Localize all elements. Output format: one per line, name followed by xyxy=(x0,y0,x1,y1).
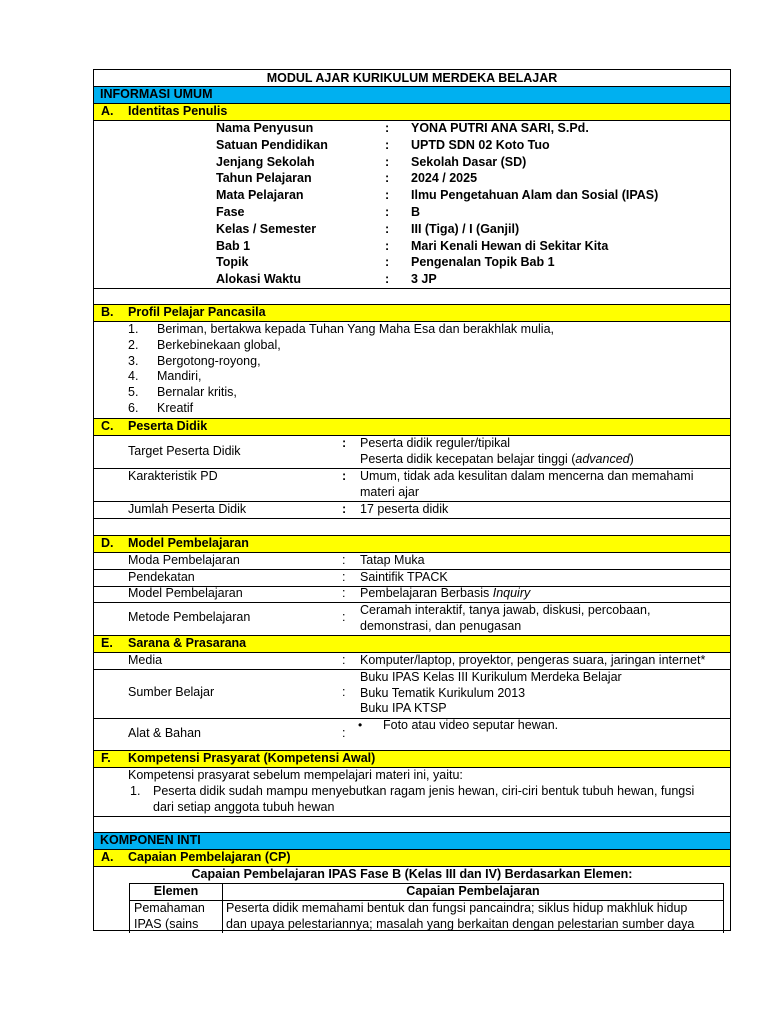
profil-number: 6. xyxy=(128,401,139,415)
colon: : xyxy=(342,436,347,450)
jumlah-label: Jumlah Peserta Didik xyxy=(128,502,247,516)
colon: : xyxy=(385,154,390,169)
colon: : xyxy=(385,238,390,253)
identitas-value: UPTD SDN 02 Koto Tuo xyxy=(411,137,550,152)
colon: : xyxy=(385,188,390,203)
section-title: Peserta Didik xyxy=(128,419,208,433)
elemen-line-2: IPAS (sains xyxy=(134,917,199,931)
module-title: MODUL AJAR KURIKULUM MERDEKA BELAJAR xyxy=(266,71,558,85)
identitas-value: YONA PUTRI ANA SARI, S.Pd. xyxy=(411,121,589,135)
sumber-value-1: Buku IPAS Kelas III Kurikulum Merdeka Belajar xyxy=(360,670,622,684)
sumber-value-2: Buku Tematik Kurikulum 2013 xyxy=(360,686,526,700)
colon: : xyxy=(385,272,390,287)
model-value: Saintifik TPACK xyxy=(360,569,448,584)
colon: : xyxy=(342,586,346,601)
colon: : xyxy=(342,569,346,584)
identitas-label: Nama Penyusun xyxy=(216,121,314,135)
colon: : xyxy=(385,121,390,135)
colon: : xyxy=(342,610,346,624)
profil-item: Berkebinekaan global, xyxy=(157,337,281,352)
identitas-label: Alokasi Waktu xyxy=(216,272,301,287)
target-value-1: Peserta didik reguler/tipikal xyxy=(360,436,511,450)
section-letter: A. xyxy=(101,104,114,118)
section-e-header xyxy=(94,636,730,652)
profil-number: 2. xyxy=(128,337,139,352)
identitas-value: Ilmu Pengetahuan Alam dan Sosial (IPAS) xyxy=(411,188,659,203)
cp-subtitle: Capaian Pembelajaran IPAS Fase B (Kelas III dan IV) Berdasarkan Elemen: xyxy=(191,867,633,881)
identitas-value: III (Tiga) / I (Ganjil) xyxy=(411,221,520,236)
profil-number: 1. xyxy=(128,322,139,336)
colon: : xyxy=(385,205,390,219)
identitas-label: Tahun Pelajaran xyxy=(216,171,312,186)
target-value-2: Peserta didik kecepatan belajar tinggi (advanced) xyxy=(360,452,634,466)
target-label: Target Peserta Didik xyxy=(128,444,241,458)
komponen-inti-header xyxy=(94,833,730,849)
prasyarat-number: 1. xyxy=(130,784,141,798)
identitas-label: Topik xyxy=(216,255,249,270)
model-value: Pembelajaran Berbasis Inquiry xyxy=(360,586,531,601)
colon: : xyxy=(385,137,390,152)
identitas-value: Sekolah Dasar (SD) xyxy=(411,154,527,169)
colon: : xyxy=(342,653,346,667)
prasyarat-line-1: Peserta didik sudah mampu menyebutkan ragam jenis hewan, ciri-ciri bentuk tubuh hewan, fungsi xyxy=(153,784,695,798)
lesson-module-table xyxy=(93,69,731,931)
colon: : xyxy=(342,469,347,483)
informasi-umum-label: INFORMASI UMUM xyxy=(100,87,213,101)
capaian-line-2: dan upaya pelestariannya; masalah yang berkaitan dengan pelestarian sumber daya xyxy=(226,917,695,931)
colon: : xyxy=(342,685,346,699)
identitas-label: Fase xyxy=(216,205,245,219)
section-f-header xyxy=(94,751,730,767)
media-label: Media xyxy=(128,653,163,667)
identitas-value: Pengenalan Topik Bab 1 xyxy=(411,255,555,270)
section-letter: B. xyxy=(101,305,114,319)
profil-item: Mandiri, xyxy=(157,369,202,384)
prasyarat-line-2: dari setiap anggota tubuh hewan xyxy=(153,800,335,814)
colon: : xyxy=(385,255,390,270)
sumber-value-3: Buku IPA KTSP xyxy=(360,701,447,715)
bullet-icon: • xyxy=(358,718,363,732)
model-value: Tatap Muka xyxy=(360,553,425,567)
colon: : xyxy=(385,221,390,236)
karakteristik-value-1: Umum, tidak ada kesulitan dalam mencerna dan memahami xyxy=(360,469,694,483)
komponen-inti-label: KOMPONEN INTI xyxy=(100,833,201,847)
capaian-line-1: Peserta didik memahami bentuk dan fungsi pancaindra; siklus hidup makhluk hidup xyxy=(226,901,688,915)
profil-number: 3. xyxy=(128,353,139,368)
section-letter: D. xyxy=(101,536,114,550)
model-label: Model Pembelajaran xyxy=(128,586,243,601)
identitas-value: 2024 / 2025 xyxy=(411,171,478,186)
colon: : xyxy=(385,171,390,186)
section-d-header xyxy=(94,536,730,552)
identitas-value: B xyxy=(411,205,421,219)
section-title: Identitas Penulis xyxy=(128,104,228,118)
section-b-header xyxy=(94,305,730,321)
colon: : xyxy=(342,726,346,740)
section-title: Capaian Pembelajaran (CP) xyxy=(128,850,291,864)
model-label: Pendekatan xyxy=(128,569,195,584)
profil-item: Bergotong-royong, xyxy=(157,353,261,368)
section-cp-header xyxy=(94,850,730,866)
section-letter: A. xyxy=(101,850,114,864)
section-letter: E. xyxy=(101,636,113,650)
model-label: Moda Pembelajaran xyxy=(128,553,240,567)
profil-item: Bernalar kritis, xyxy=(157,385,237,400)
alat-label: Alat & Bahan xyxy=(128,726,201,740)
identitas-label: Bab 1 xyxy=(216,238,251,253)
profil-number: 4. xyxy=(128,369,139,384)
col-elemen-header: Elemen xyxy=(153,884,199,898)
profil-number: 5. xyxy=(128,385,139,400)
section-title: Profil Pelajar Pancasila xyxy=(128,305,266,319)
metode-value-2: demonstrasi, dan penugasan xyxy=(360,619,522,633)
informasi-umum-header xyxy=(94,87,730,103)
identitas-label: Jenjang Sekolah xyxy=(216,154,315,169)
media-value: Komputer/laptop, proyektor, pengeras suara, jaringan internet* xyxy=(360,653,706,667)
col-capaian-header: Capaian Pembelajaran xyxy=(406,884,540,898)
prasyarat-intro: Kompetensi prasyarat sebelum mempelajari materi ini, yaitu: xyxy=(128,768,463,782)
colon: : xyxy=(342,502,347,516)
colon: : xyxy=(342,553,346,567)
metode-value-1: Ceramah interaktif, tanya jawab, diskusi, percobaan, xyxy=(360,603,651,617)
identitas-label: Satuan Pendidikan xyxy=(216,137,328,152)
sumber-label: Sumber Belajar xyxy=(128,685,215,699)
section-title: Sarana & Prasarana xyxy=(128,636,247,650)
elemen-line-1: Pemahaman xyxy=(134,901,205,915)
identitas-value: 3 JP xyxy=(411,272,437,287)
profil-item: Kreatif xyxy=(157,401,194,415)
karakteristik-label: Karakteristik PD xyxy=(128,469,218,483)
identitas-label: Mata Pelajaran xyxy=(216,188,304,203)
section-letter: F. xyxy=(101,751,111,765)
karakteristik-value-2: materi ajar xyxy=(360,485,420,499)
profil-item: Beriman, bertakwa kepada Tuhan Yang Maha Esa dan berakhlak mulia, xyxy=(157,322,555,336)
metode-label: Metode Pembelajaran xyxy=(128,610,251,624)
jumlah-value: 17 peserta didik xyxy=(360,502,449,516)
section-title: Kompetensi Prasyarat (Kompetensi Awal) xyxy=(128,751,376,765)
title-row xyxy=(94,70,730,87)
section-title: Model Pembelajaran xyxy=(128,536,249,550)
alat-value: Foto atau video seputar hewan. xyxy=(383,718,559,732)
section-a-header xyxy=(94,104,730,120)
identitas-label: Kelas / Semester xyxy=(216,221,317,236)
identitas-value: Mari Kenali Hewan di Sekitar Kita xyxy=(411,238,609,253)
section-c-header xyxy=(94,419,730,435)
section-letter: C. xyxy=(101,419,114,433)
